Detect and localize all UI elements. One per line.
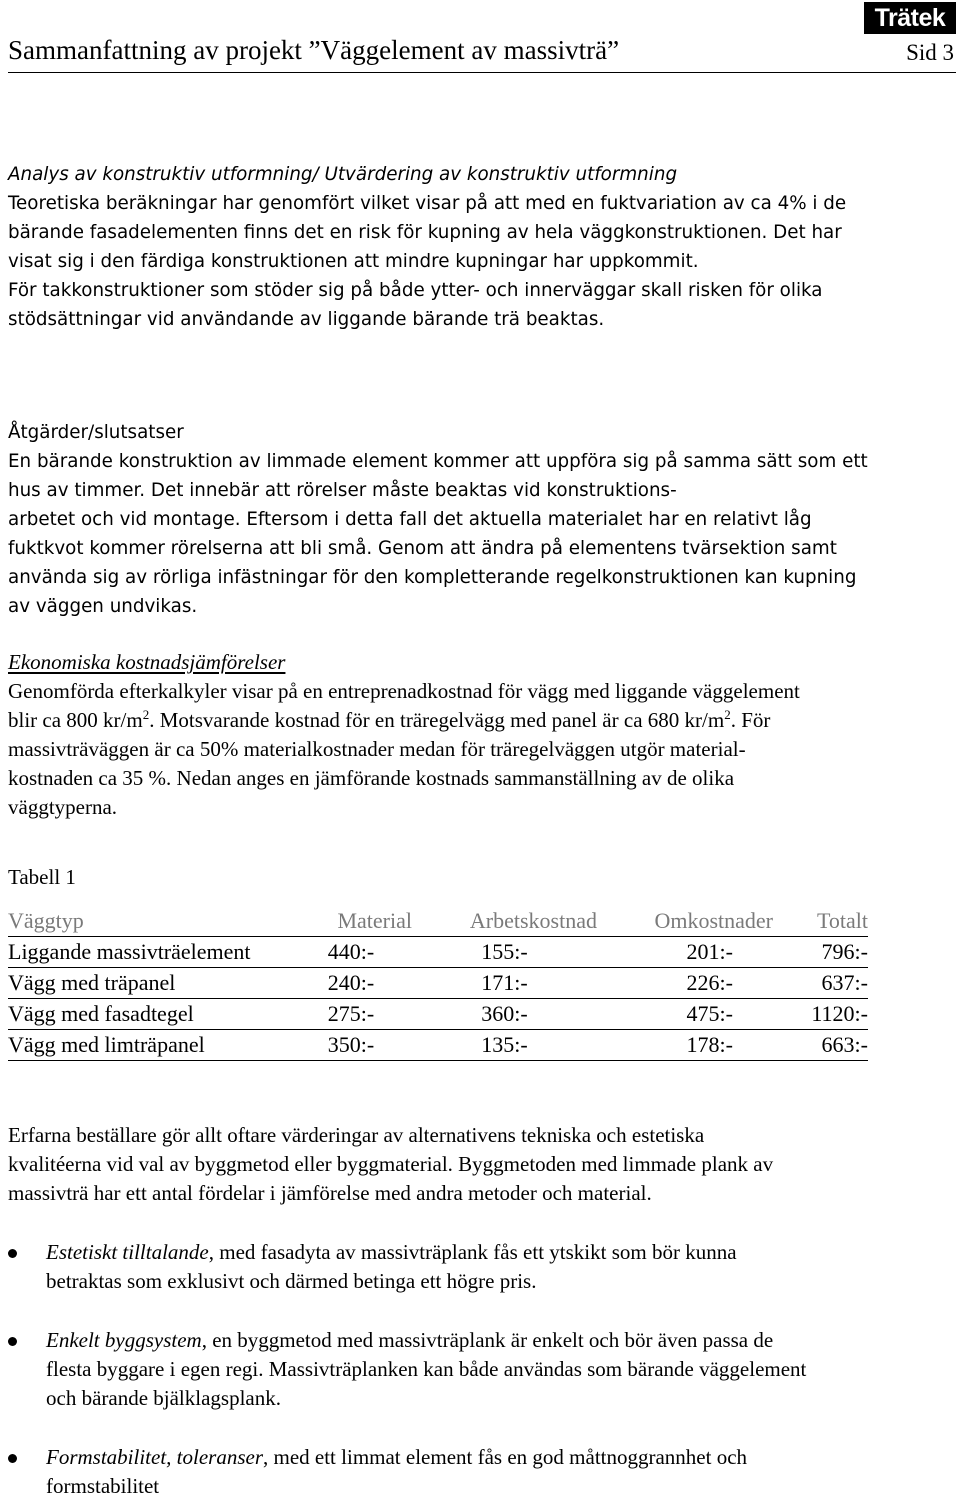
paragraph-line (46, 1443, 956, 1472)
text-run: , en byggmetod med massivträplank är enkelt och bör även passa de (201, 1328, 774, 1352)
text-run: , med ett limmat element fås en god måttnoggrannhet och (263, 1445, 748, 1469)
paragraph-line: bärande fasadelementen finns det en risk för kupning av hela väggkonstruktionen. Det har (8, 222, 842, 243)
cell-arbetskostnad: 171:- (412, 968, 597, 999)
paragraph-line: massivträväggen är ca 50% materialkostnader medan för träregelväggen utgör material- (8, 737, 746, 761)
cell-arbetskostnad: 155:- (412, 937, 597, 968)
paragraph-line: En bärande konstruktion av limmade element kommer att uppföra sig på samma sätt som ett (8, 451, 868, 472)
cell-vaggtyp: Vägg med träpanel (8, 968, 290, 999)
paragraph-line: Erfarna beställare gör allt oftare värderingar av alternativens tekniska och estetiska (8, 1123, 705, 1147)
superscript: 2 (724, 707, 731, 722)
paragraph-line: Teoretiska beräkningar har genomfört vilket visar på att med en fuktvariation av ca 4% i de (8, 193, 847, 214)
paragraph-line: massivträ har ett antal fördelar i jämförelse med andra metoder och material. (8, 1181, 652, 1205)
cell-totalt: 663:- (773, 1030, 868, 1061)
cell-material: 440:- (290, 937, 412, 968)
bullet-icon (8, 1249, 17, 1258)
paragraph-line: stödsättningar vid användande av liggande bärande trä beaktas. (8, 309, 605, 330)
cell-totalt: 796:- (773, 937, 868, 968)
paragraph-line: formstabilitet (46, 1474, 160, 1498)
paragraph-line: kvalitéerna vid val av byggmetod eller byggmaterial. Byggmetoden med limmade plank av (8, 1152, 774, 1176)
cell-omkostnader: 201:- (597, 937, 773, 968)
section-heading-analysis: Analys av konstruktiv utformning/ Utvärdering av konstruktiv utformning (8, 164, 678, 185)
cell-omkostnader: 226:- (597, 968, 773, 999)
cell-totalt: 637:- (773, 968, 868, 999)
cell-omkostnader: 178:- (597, 1030, 773, 1061)
bullet-term: Estetiskt tilltalande (46, 1240, 209, 1264)
cell-arbetskostnad: 360:- (412, 999, 597, 1030)
table-row (8, 968, 868, 999)
column-header-totalt: Totalt (773, 906, 868, 937)
bullet-text (46, 1326, 956, 1413)
paragraph-line: visat sig i den färdiga konstruktionen att mindre kupningar har uppkommit. (8, 251, 699, 272)
column-header-omkostnader: Omkostnader (597, 906, 773, 937)
paragraph-line: fuktkvot kommer rörelserna att bli små. Genom att ändra på elementens tvärsektion samt (8, 538, 837, 559)
bullet-text (46, 1443, 956, 1501)
paragraph-line: och bärande bjälklagsplank. (46, 1386, 281, 1410)
section-heading-measures: Åtgärder/slutsatser (8, 422, 184, 443)
table-row (8, 999, 868, 1030)
paragraph-line: väggtyperna. (8, 795, 118, 819)
column-header-arbetskostnad: Arbetskostnad (412, 906, 597, 937)
cell-material: 275:- (290, 999, 412, 1030)
table-header-row (8, 906, 868, 937)
page-number: Sid 3 (906, 40, 954, 65)
paragraph-line (46, 1238, 956, 1267)
column-header-vaggtyp: Väggtyp (8, 906, 290, 937)
text-run: blir ca 800 kr/m (8, 708, 143, 732)
table-caption-text: Tabell 1 (8, 865, 76, 889)
bullet-term: Formstabilitet, toleranser (46, 1445, 263, 1469)
cell-omkostnader: 475:- (597, 999, 773, 1030)
bullet-icon (8, 1337, 17, 1346)
paragraph-line (46, 1326, 956, 1355)
tratek-logo: Trätek (864, 2, 956, 34)
text-run: . Motsvarande kostnad för en träregelvägg med panel är ca 680 kr/m (149, 708, 725, 732)
text-run: . För (730, 708, 771, 732)
section-measures (8, 418, 956, 621)
paragraph-line: kostnaden ca 35 %. Nedan anges en jämförande kostnads sammanställning av de olika (8, 766, 735, 790)
paragraph-line: hus av timmer. Det innebär att rörelser måste beaktas vid konstruktions- (8, 480, 677, 501)
cell-material: 240:- (290, 968, 412, 999)
cell-vaggtyp: Vägg med fasadtegel (8, 999, 290, 1030)
bullet-term: Enkelt byggsystem (46, 1328, 202, 1352)
table-row (8, 937, 868, 968)
paragraph-line: flesta byggare i egen regi. Massivträplanken kan både användas som bärande väggelement (46, 1357, 807, 1381)
table-caption (8, 863, 956, 892)
paragraph-line: använda sig av rörliga infästningar för den kompletterande regelkonstruktionen kan kupning (8, 567, 857, 588)
bullet-text (46, 1238, 956, 1296)
paragraph-line: Genomförda efterkalkyler visar på en entreprenadkostnad för vägg med liggande väggelement (8, 679, 800, 703)
paragraph-line (8, 706, 956, 735)
paragraph-line: arbetet och vid montage. Eftersom i detta fall det aktuella materialet har en relativt låg (8, 509, 812, 530)
section-analysis (8, 160, 956, 334)
section-heading-economics: Ekonomiska kostnadsjämförelser (8, 650, 286, 674)
cell-vaggtyp: Vägg med limträpanel (8, 1030, 290, 1061)
cell-arbetskostnad: 135:- (412, 1030, 597, 1061)
paragraph-line: av väggen undvikas. (8, 596, 198, 617)
section-economics (8, 648, 956, 822)
column-header-material: Material (290, 906, 412, 937)
paragraph-line: För takkonstruktioner som stöder sig på både ytter- och innerväggar skall risken för olika (8, 280, 823, 301)
cost-table (8, 906, 868, 1061)
page-title: Sammanfattning av projekt ”Väggelement av massivträ” (8, 35, 620, 65)
cell-material: 350:- (290, 1030, 412, 1061)
table-row (8, 1030, 868, 1061)
header-rule (8, 72, 956, 73)
section-conclusion (8, 1121, 956, 1208)
cell-vaggtyp: Liggande massivträelement (8, 937, 290, 968)
cell-totalt: 1120:- (773, 999, 868, 1030)
paragraph-line: betraktas som exklusivt och därmed betinga ett högre pris. (46, 1269, 537, 1293)
bullet-icon (8, 1454, 17, 1463)
text-run: , med fasadyta av massivträplank fås ett ytskikt som bör kunna (208, 1240, 737, 1264)
superscript: 2 (142, 707, 150, 722)
